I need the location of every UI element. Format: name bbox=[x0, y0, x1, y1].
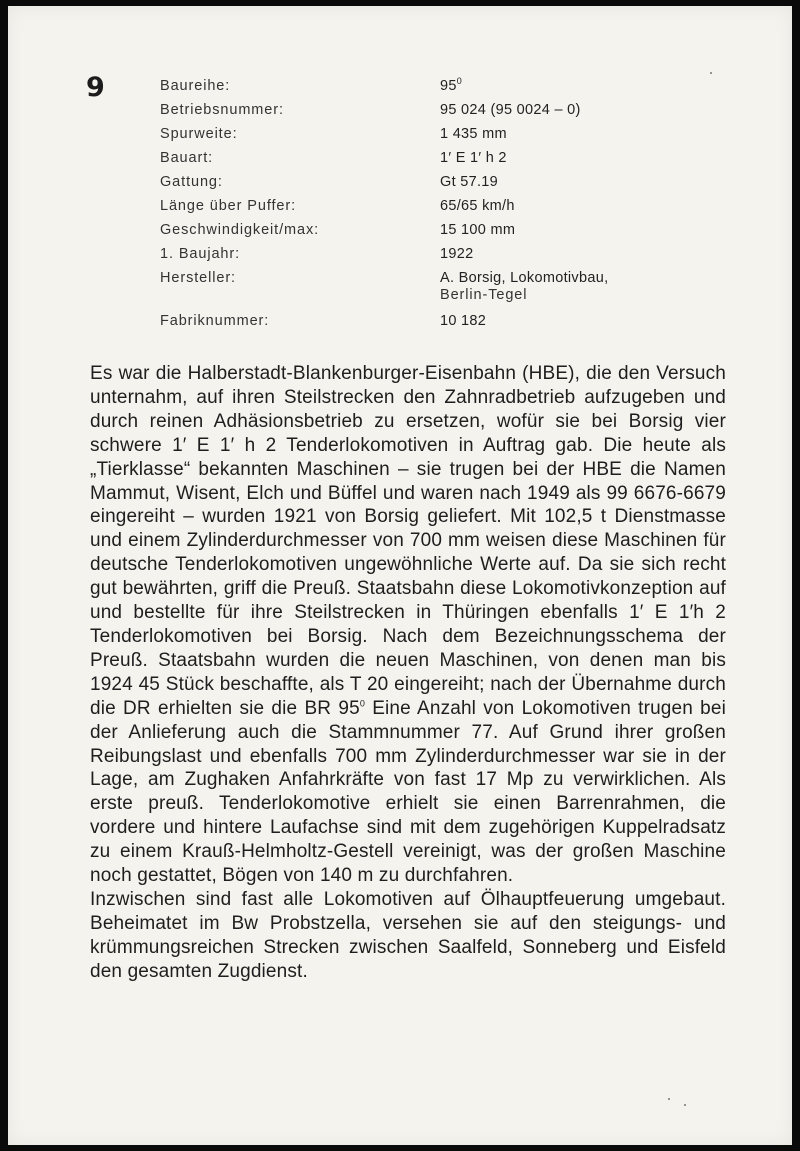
spec-value: 10 182 bbox=[440, 313, 487, 329]
spec-label: Betriebsnummer: bbox=[160, 102, 284, 118]
description-paragraph-1: Es war die Halberstadt-Blankenburger-Eisenbahn (HBE), die den Versuch unternahm, auf ihren Steilstrecken den Zahnradbetrieb aufzugeben und durch reinen Adhäsionsbetrieb zu ersetzen, wofür sie bei Borsig vier schwere 1′ E 1′ h 2 Tenderlokomotiven in Auftrag gab. Die heute als „Tierklasse“ bekannten Maschinen – sie trugen bei der HBE die Namen Mammut, Wisent, Elch und Büffel und waren nach 1949 als 99 6676-6679 eingereiht – wurden 1921 von Borsig geliefert. Mit 102,5 t Dienstmasse und einem Zylinderdurchmesser von 700 mm weisen diese Maschinen für deutsche Tenderlokomotiven ungewöhnliche Werte auf. Da sie sich recht gut bewährten, griff die Preuß. Staatsbahn diese Lokomotivkonzeption auf und bestellte für ihre Steilstrecken in Thüringen ebenfalls 1′ E 1′h 2 Tenderlokomotiven bei Borsig. Nach dem Bezeichnungsschema der Preuß. Staatsbahn wurden die neuen Maschinen, von denen man bis 1924 45 Stück beschaffte, als T 20 eingereiht; nach der Übernahme durch die DR erhielten sie die BR $95^0$ Eine Anzahl von Lokomotiven trugen bei der Anlieferung auch die Stammnummer 77. Auf Grund ihrer großen Reibungslast und ebenfalls 700 mm Zylinderdurchmesser war sie in der Lage, am Zughaken Anfahrkräfte von fast 17 Mp zu verwirklichen. Als erste preuß. Tenderlokomotive erhielt sie einen Barrenrahmen, die vordere und hintere Laufachse sind mit dem zugehörigen Kuppelradsatz zu einem Krauß-Helmholtz-Gestell vereinigt, was der großen Maschine noch gestattet, Bögen von 140 m zu durchfahren. bbox=[90, 363, 726, 887]
spec-label: Hersteller: bbox=[160, 270, 236, 286]
description-paragraph-2: Inzwischen sind fast alle Lokomotiven auf Ölhauptfeuerung umgebaut. Beheimatet im Bw Probstzella, versehen sie auf den steigungs- und krümmungsreichen Strecken zwischen Saalfeld, Sonneberg und Eisfeld den gesamten Zugdienst. bbox=[90, 888, 726, 982]
spec-value: 1 435 mm bbox=[440, 126, 507, 142]
spec-table bbox=[160, 78, 720, 337]
spec-label: Geschwindigkeit/max: bbox=[160, 222, 320, 238]
spec-row-hersteller bbox=[160, 270, 720, 304]
collector-card bbox=[8, 6, 792, 1145]
spec-label: Länge über Puffer: bbox=[160, 198, 297, 214]
spec-row-betriebsnummer bbox=[160, 102, 720, 119]
spec-value: 15 100 mm bbox=[440, 222, 516, 238]
spec-value: 65/65 km/h bbox=[440, 198, 515, 214]
spec-value: A. Borsig, Lokomotivbau, Berlin-Tegel bbox=[440, 270, 609, 303]
spec-row-gattung bbox=[160, 174, 720, 191]
spec-label: Bauart: bbox=[160, 150, 214, 166]
card-number: 9 bbox=[86, 72, 105, 103]
spec-row-baujahr bbox=[160, 246, 720, 263]
spec-row-spurweite bbox=[160, 126, 720, 143]
spec-row-baureihe bbox=[160, 78, 720, 95]
description-text bbox=[90, 362, 726, 984]
print-speck bbox=[668, 1098, 670, 1100]
spec-label: Gattung: bbox=[160, 174, 223, 190]
print-speck bbox=[684, 1104, 686, 1106]
spec-row-bauart bbox=[160, 150, 720, 167]
spec-row-geschwindigkeit bbox=[160, 222, 720, 239]
spec-value: 95 024 (95 0024 – 0) bbox=[440, 102, 581, 118]
spec-value: 1′ E 1′ h 2 bbox=[440, 150, 507, 166]
spec-label: Baureihe: bbox=[160, 78, 231, 94]
spec-value: Gt 57.19 bbox=[440, 174, 499, 190]
spec-row-fabriknummer bbox=[160, 313, 720, 330]
spec-label: Fabriknummer: bbox=[160, 313, 270, 329]
print-speck bbox=[710, 72, 712, 74]
spec-value: 1922 bbox=[440, 246, 474, 262]
spec-label: Spurweite: bbox=[160, 126, 238, 142]
spec-row-laenge bbox=[160, 198, 720, 215]
spec-value: $95^0$ bbox=[440, 76, 463, 94]
spec-label: 1. Baujahr: bbox=[160, 246, 241, 262]
